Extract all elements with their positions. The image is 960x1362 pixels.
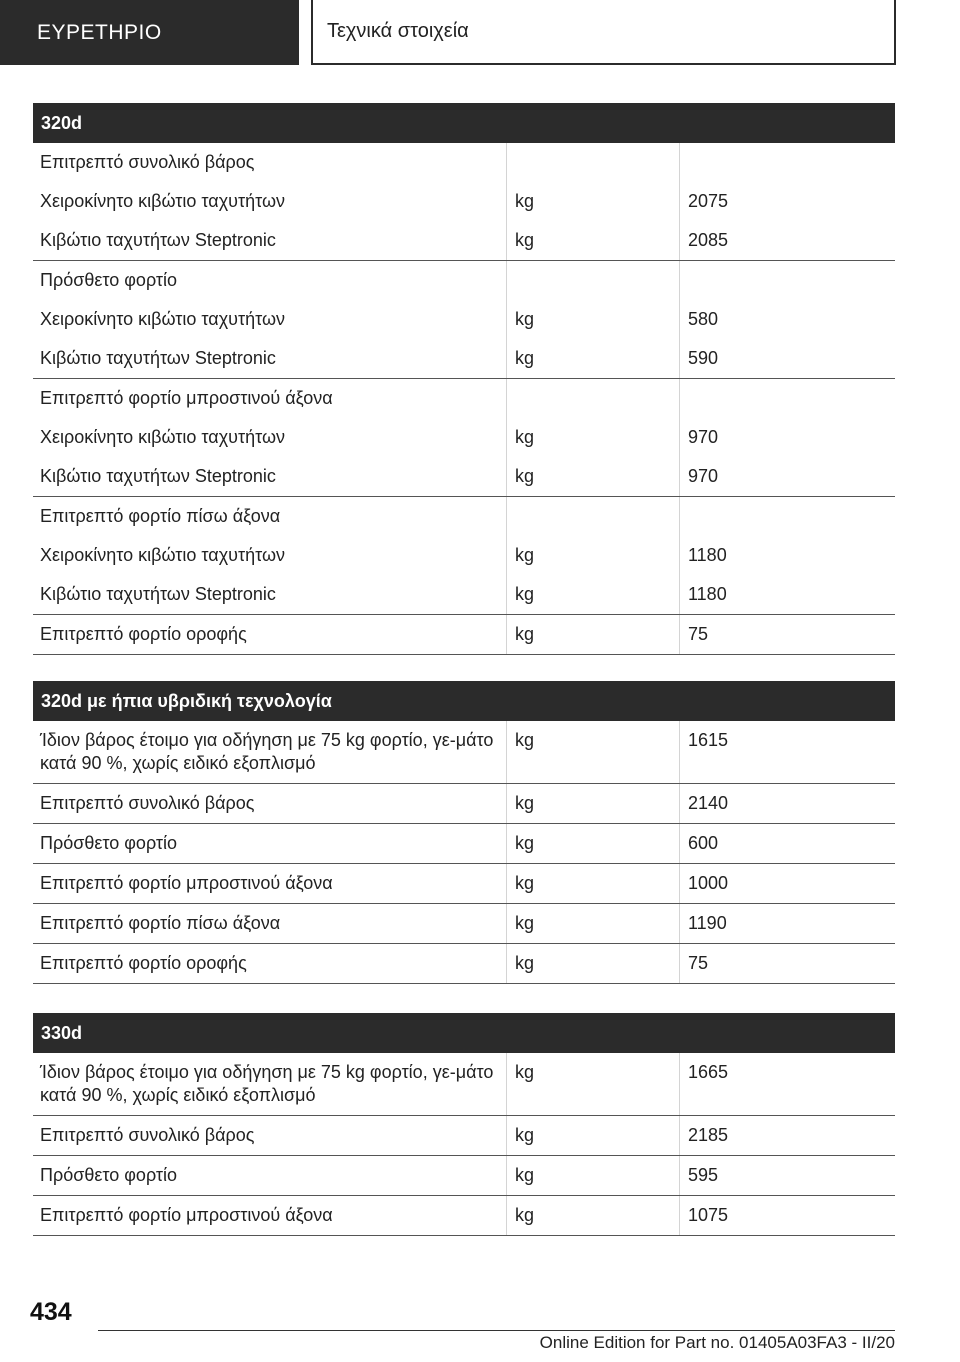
table-row — [33, 1156, 895, 1196]
row-label: Ίδιον βάρος έτοιμο για οδήγηση με 75 kg φορτίο, γε-μάτο κατά 90 %, χωρίς ειδικό εξοπλισμό — [40, 1062, 494, 1105]
row-value: 970 — [679, 457, 895, 496]
row-value: 580 — [679, 300, 895, 339]
row-label: Κιβώτιο ταχυτήτων Steptronic — [40, 230, 276, 250]
row-label: Επιτρεπτό φορτίο μπροστινού άξονα — [40, 1205, 333, 1225]
row-value: 1000 — [679, 864, 895, 903]
row-unit: kg — [506, 784, 679, 823]
row-label: Κιβώτιο ταχυτήτων Steptronic — [40, 348, 276, 368]
table-row — [33, 575, 895, 615]
row-value: 1180 — [679, 575, 895, 614]
page-number: 434 — [30, 1298, 72, 1326]
chapter-tab — [311, 0, 896, 65]
table-row — [33, 944, 895, 984]
table-row — [33, 339, 895, 379]
row-label: Χειροκίνητο κιβώτιο ταχυτήτων — [40, 545, 286, 565]
row-label: Επιτρεπτό συνολικό βάρος — [40, 152, 255, 172]
row-unit: kg — [506, 944, 679, 983]
table-row — [33, 1196, 895, 1236]
row-unit: kg — [506, 615, 679, 654]
row-value — [679, 497, 895, 536]
section-tab-label: ΕΥΡΕΤΗΡΙΟ — [37, 20, 162, 44]
row-label: Επιτρεπτό φορτίο πίσω άξονα — [40, 913, 281, 933]
table-row — [33, 182, 895, 221]
row-value: 1615 — [679, 721, 895, 783]
row-value — [679, 261, 895, 300]
row-label: Επιτρεπτό συνολικό βάρος — [40, 793, 255, 813]
table-title: 320d — [33, 103, 895, 143]
row-unit — [506, 379, 679, 418]
row-label: Επιτρεπτό φορτίο οροφής — [40, 953, 247, 973]
row-value — [679, 143, 895, 182]
row-label: Πρόσθετο φορτίο — [40, 833, 178, 853]
row-unit: kg — [506, 575, 679, 614]
row-label: Χειροκίνητο κιβώτιο ταχυτήτων — [40, 309, 286, 329]
row-value: 595 — [679, 1156, 895, 1195]
table-group-row — [33, 143, 895, 182]
section-tab[interactable] — [0, 0, 299, 65]
row-label: Επιτρεπτό συνολικό βάρος — [40, 1125, 255, 1145]
row-unit: kg — [506, 1053, 679, 1115]
table-row — [33, 536, 895, 575]
row-unit: kg — [506, 182, 679, 221]
row-value: 2075 — [679, 182, 895, 221]
row-label: Κιβώτιο ταχυτήτων Steptronic — [40, 466, 276, 486]
table-row — [33, 418, 895, 457]
row-unit: kg — [506, 536, 679, 575]
row-label: Κιβώτιο ταχυτήτων Steptronic — [40, 584, 276, 604]
table-group-row — [33, 261, 895, 300]
row-label: Επιτρεπτό φορτίο πίσω άξονα — [40, 506, 281, 526]
row-label: Πρόσθετο φορτίο — [40, 1165, 178, 1185]
table-row — [33, 221, 895, 261]
row-label: Πρόσθετο φορτίο — [40, 270, 178, 290]
table-title: 320d με ήπια υβριδική τεχνολογία — [33, 681, 895, 721]
table-row — [33, 721, 895, 784]
table-row — [33, 824, 895, 864]
row-unit: kg — [506, 339, 679, 378]
row-label: Επιτρεπτό φορτίο μπροστινού άξονα — [40, 873, 333, 893]
chapter-title: Τεχνικά στοιχεία — [327, 20, 469, 42]
row-label: Χειροκίνητο κιβώτιο ταχυτήτων — [40, 191, 286, 211]
row-value: 2140 — [679, 784, 895, 823]
row-unit: kg — [506, 300, 679, 339]
table-group-row — [33, 379, 895, 418]
row-value: 1180 — [679, 536, 895, 575]
row-label: Επιτρεπτό φορτίο μπροστινού άξονα — [40, 388, 333, 408]
row-value: 590 — [679, 339, 895, 378]
table-row — [33, 457, 895, 497]
row-label: Χειροκίνητο κιβώτιο ταχυτήτων — [40, 427, 286, 447]
table-row — [33, 784, 895, 824]
row-value: 2085 — [679, 221, 895, 260]
row-unit: kg — [506, 221, 679, 260]
table-row — [33, 1053, 895, 1116]
row-unit: kg — [506, 1196, 679, 1235]
row-unit: kg — [506, 864, 679, 903]
row-label: Επιτρεπτό φορτίο οροφής — [40, 624, 247, 644]
row-unit: kg — [506, 1116, 679, 1155]
row-unit: kg — [506, 457, 679, 496]
row-unit: kg — [506, 721, 679, 783]
table-row — [33, 904, 895, 944]
table-row — [33, 300, 895, 339]
row-value: 1190 — [679, 904, 895, 943]
row-unit — [506, 261, 679, 300]
spec-table-330d — [33, 1013, 895, 1236]
row-label: Ίδιον βάρος έτοιμο για οδήγηση με 75 kg φορτίο, γε-μάτο κατά 90 %, χωρίς ειδικό εξοπλισμό — [40, 730, 494, 773]
row-value: 2185 — [679, 1116, 895, 1155]
row-unit: kg — [506, 824, 679, 863]
row-value: 970 — [679, 418, 895, 457]
row-unit: kg — [506, 904, 679, 943]
table-row — [33, 864, 895, 904]
row-unit — [506, 497, 679, 536]
row-unit — [506, 143, 679, 182]
row-value — [679, 379, 895, 418]
row-unit: kg — [506, 418, 679, 457]
row-value: 600 — [679, 824, 895, 863]
spec-table-320d-hybrid — [33, 681, 895, 984]
table-group-row — [33, 497, 895, 536]
row-value: 75 — [679, 615, 895, 654]
footer-divider — [98, 1330, 895, 1331]
row-unit: kg — [506, 1156, 679, 1195]
table-title: 330d — [33, 1013, 895, 1053]
spec-table-320d — [33, 103, 895, 655]
table-row — [33, 615, 895, 655]
table-row — [33, 1116, 895, 1156]
edition-note: Online Edition for Part no. 01405A03FA3 - II/20 — [539, 1333, 895, 1352]
row-value: 75 — [679, 944, 895, 983]
row-value: 1665 — [679, 1053, 895, 1115]
row-value: 1075 — [679, 1196, 895, 1235]
